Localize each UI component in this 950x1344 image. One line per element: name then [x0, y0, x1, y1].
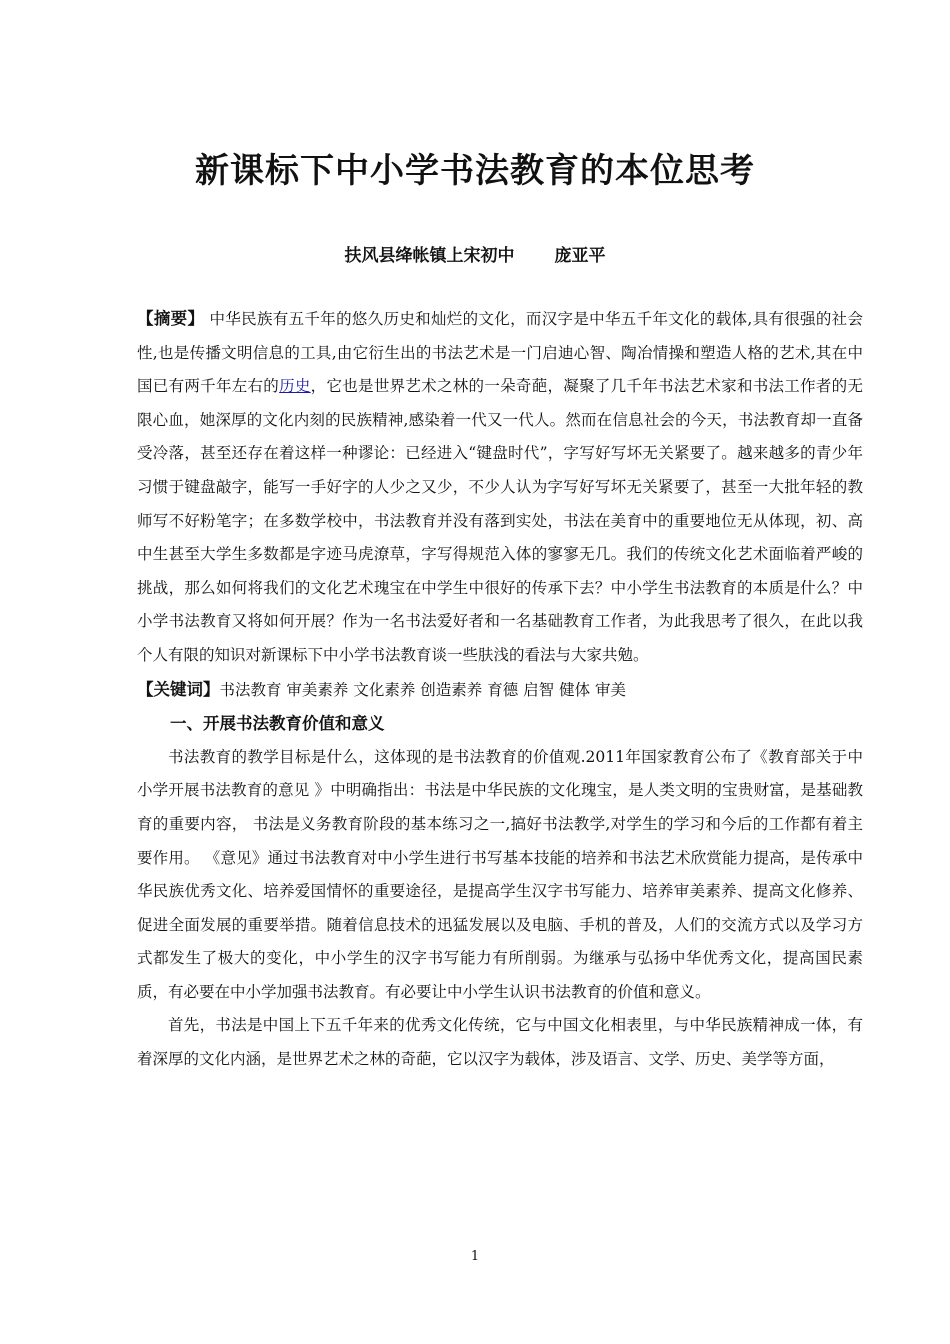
abstract-label: 【摘要】 [137, 309, 205, 328]
body-paragraph-1: 书法教育的教学目标是什么，这体现的是书法教育的价值观.2011年国家教育公布了《教育部关于中小学开展书法教育的意见 》中明确指出：书法是中华民族的文化瑰宝，是人类文明的宝贵财富，是基础教育的重要内容， 书法是义务教育阶段的基本练习之一,搞好书法教学,对学生的学习和今后的工作都有着主要作用。 《意见》通过书法教育对中小学生进行书写基本技能的培养和书法艺术欣赏能力提高，是传承中华民族优秀文化、培养爱国情怀的重要途径，是提高学生汉字书写能力、培养审美素养、提高文化修养、促进全面发展的重要举措。随着信息技术的迅猛发展以及电脑、手机的普及，人们的交流方式以及学习方式都发生了极大的变化，中小学生的汉字书写能力有所削弱。为继承与弘扬中华优秀文化，提高国民素质，有必要在中小学加强书法教育。有必要让中小学生认识书法教育的价值和意义。 [137, 747, 863, 1001]
document-title: 新课标下中小学书法教育的本位思考 [195, 151, 755, 191]
keywords-paragraph [137, 673, 863, 708]
page-number: 1 [470, 1249, 480, 1264]
author-line [0, 242, 950, 270]
body-paragraph-2: 首先，书法是中国上下五千年来的优秀文化传统，它与中国文化相表里，与中华民族精神成一体，有着深厚的文化内涵，是世界艺术之林的奇葩，它以汉字为载体，涉及语言、文学、历史、美学等方面， [137, 1016, 863, 1069]
author-name: 庞亚平 [554, 246, 606, 266]
history-link[interactable]: 历史 [279, 377, 311, 396]
abstract-text-1: 中华民族有五千年的悠久历史和灿烂的文化，而汉字是中华五千年文化的载体,具有很强的社会性,也是传播文明信息的工具,由它衍生出的书法艺术是一门启迪心智、陶冶情操和塑造人格的艺术,其在中国已有两千年左右的 [137, 310, 864, 396]
abstract-paragraph [137, 302, 863, 673]
author-school: 扶风县绛帐镇上宋初中 [344, 246, 515, 266]
keywords-text: 书法教育 审美素养 文化素养 创造素养 育德 启智 健体 审美 [219, 680, 626, 699]
keywords-label: 【关键词】 [137, 679, 220, 699]
abstract-text-2: ，它也是世界艺术之林的一朵奇葩，凝聚了几千年书法艺术家和书法工作者的无限心血，她深厚的文化内刻的民族精神,感染着一代又一代人。然而在信息社会的今天，书法教育却一直备受冷落，甚至还存在着这样一种谬论：已经进入“键盘时代”，字写好写坏无关紧要了。越来越多的青少年习惯于键盘敲字，能写一手好字的人少之又少，不少人认为字写好写坏无关紧要了，甚至一大批年轻的教 师写不好粉笔字；在多数学校中，书法教育并没有落到实处，书法在美育中的重要地位无从体现，初、高中生甚至大学生多数都是字迹马虎潦草，字写得规范入体的寥寥无几。我们的传统文化艺术面临着严峻的挑战，那么如何将我们的文化艺术瑰宝在中学生中很好的传承下去？中小学生书法教育的本质是什么？中小学书法教育又将如何开展？作为一名书法爱好者和一名基础教育工作者，为此我思考了很久，在此以我个人有限的知识对新课标下中小学书法教育谈一些肤浅的看法与大家共勉。 [137, 377, 863, 664]
section-heading: 一、开展书法教育价值和意义 [170, 714, 385, 734]
document-body [137, 302, 863, 1077]
